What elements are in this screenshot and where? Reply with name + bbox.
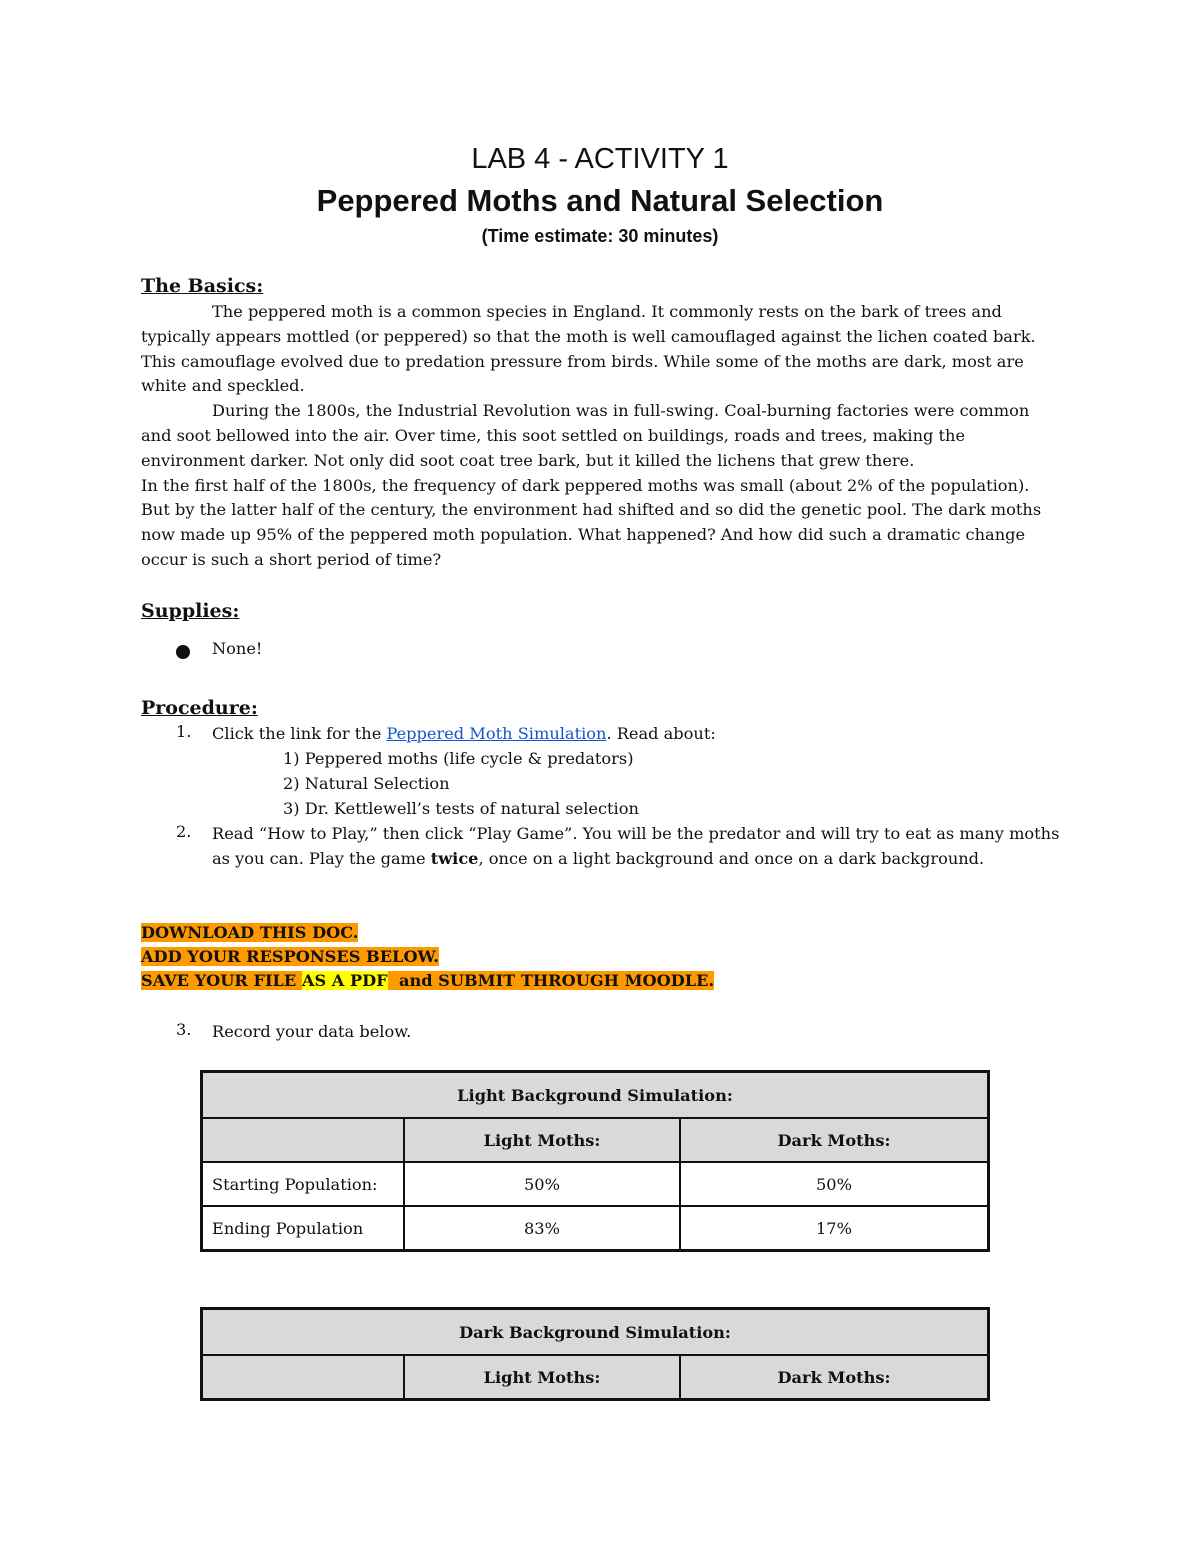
notice-line-2 [141, 945, 439, 969]
step-2-post: , once on a light background and once on a dark background. [478, 848, 985, 868]
step-2-pre: Read “How to Play,” then click “Play Game”. You will be the predator and will try to eat as many moths as you can. Play the game [212, 824, 1060, 868]
notice-download: DOWNLOAD THIS DOC. [141, 923, 359, 942]
cell-dark-moths[interactable]: 50% [680, 1162, 989, 1206]
light-background-table [200, 1070, 990, 1252]
light-table-col-dark: Dark Moths: [680, 1118, 989, 1162]
light-table-title: Light Background Simulation: [202, 1072, 989, 1119]
step-1-pre: Click the link for the [212, 724, 387, 743]
step-1-post: . Read about: [606, 724, 716, 743]
step-3-number: 3. [176, 1020, 192, 1039]
light-table-corner [202, 1118, 405, 1162]
time-estimate: (Time estimate: 30 minutes) [481, 226, 719, 246]
step-1-sub-2: 2) Natural Selection [283, 774, 450, 793]
basics-section [141, 300, 1056, 573]
dark-background-table [200, 1307, 990, 1401]
supplies-item: None! [212, 639, 263, 658]
basics-heading: The Basics: [141, 275, 264, 297]
simulation-link[interactable]: Peppered Moth Simulation [386, 724, 607, 743]
bullet-icon [176, 645, 190, 659]
step-1-number: 1. [176, 722, 192, 741]
dark-table-title: Dark Background Simulation: [202, 1309, 989, 1356]
dark-table-corner [202, 1355, 405, 1400]
notice-save: SAVE YOUR FILE [141, 971, 302, 990]
supplies-heading: Supplies: [141, 600, 240, 622]
basics-paragraph-1: The peppered moth is a common species in England. It commonly rests on the bark of trees and typically appears mottled (or peppered) so that the moth is well camouflaged against the lichen coated bark. This camouflage evolved due to predation pressure from birds. While some of the moths are dark, most are white and speckled. [141, 302, 1036, 396]
step-1-text [212, 722, 716, 747]
dark-table-col-light: Light Moths: [404, 1355, 680, 1400]
document-title: Peppered Moths and Natural Selection [316, 183, 884, 218]
table-row [202, 1206, 989, 1251]
step-2-number: 2. [176, 822, 192, 841]
notice-pdf: AS A PDF [301, 971, 388, 990]
lab-label: LAB 4 - ACTIVITY 1 [471, 143, 729, 175]
basics-paragraph-3: In the first half of the 1800s, the frequency of dark peppered moths was small (about 2% of the population). But by the latter half of the century, the environment had shifted and so did the genetic pool. The dark moths now made up 95% of the peppered moth population. What happened? And how did such a dramatic change occur is such a short period of time? [141, 475, 1042, 569]
step-1-sub-3: 3) Dr. Kettlewell’s tests of natural selection [283, 799, 639, 818]
cell-light-moths[interactable]: 83% [404, 1206, 680, 1251]
procedure-heading: Procedure: [141, 697, 258, 719]
row-label: Starting Population: [202, 1162, 405, 1206]
step-1-sub-1: 1) Peppered moths (life cycle & predators) [283, 749, 634, 768]
dark-table-col-dark: Dark Moths: [680, 1355, 989, 1400]
step-2-bold: twice [430, 848, 479, 868]
table-row [202, 1162, 989, 1206]
notice-submit: and SUBMIT THROUGH MOODLE. [387, 971, 715, 990]
basics-paragraph-2: During the 1800s, the Industrial Revolution was in full-swing. Coal-burning factories were common and soot bellowed into the air. Over time, this soot settled on buildings, roads and trees, making the environment darker. Not only did soot coat tree bark, but it killed the lichens that grew there. [141, 401, 1030, 470]
step-3-text: Record your data below. [212, 1022, 412, 1041]
cell-light-moths[interactable]: 50% [404, 1162, 680, 1206]
row-label: Ending Population [202, 1206, 405, 1251]
notice-line-3 [141, 969, 714, 993]
notice-line-1 [141, 921, 358, 945]
step-2-text [212, 822, 1062, 872]
notice-responses: ADD YOUR RESPONSES BELOW. [141, 947, 439, 966]
cell-dark-moths[interactable]: 17% [680, 1206, 989, 1251]
light-table-col-light: Light Moths: [404, 1118, 680, 1162]
